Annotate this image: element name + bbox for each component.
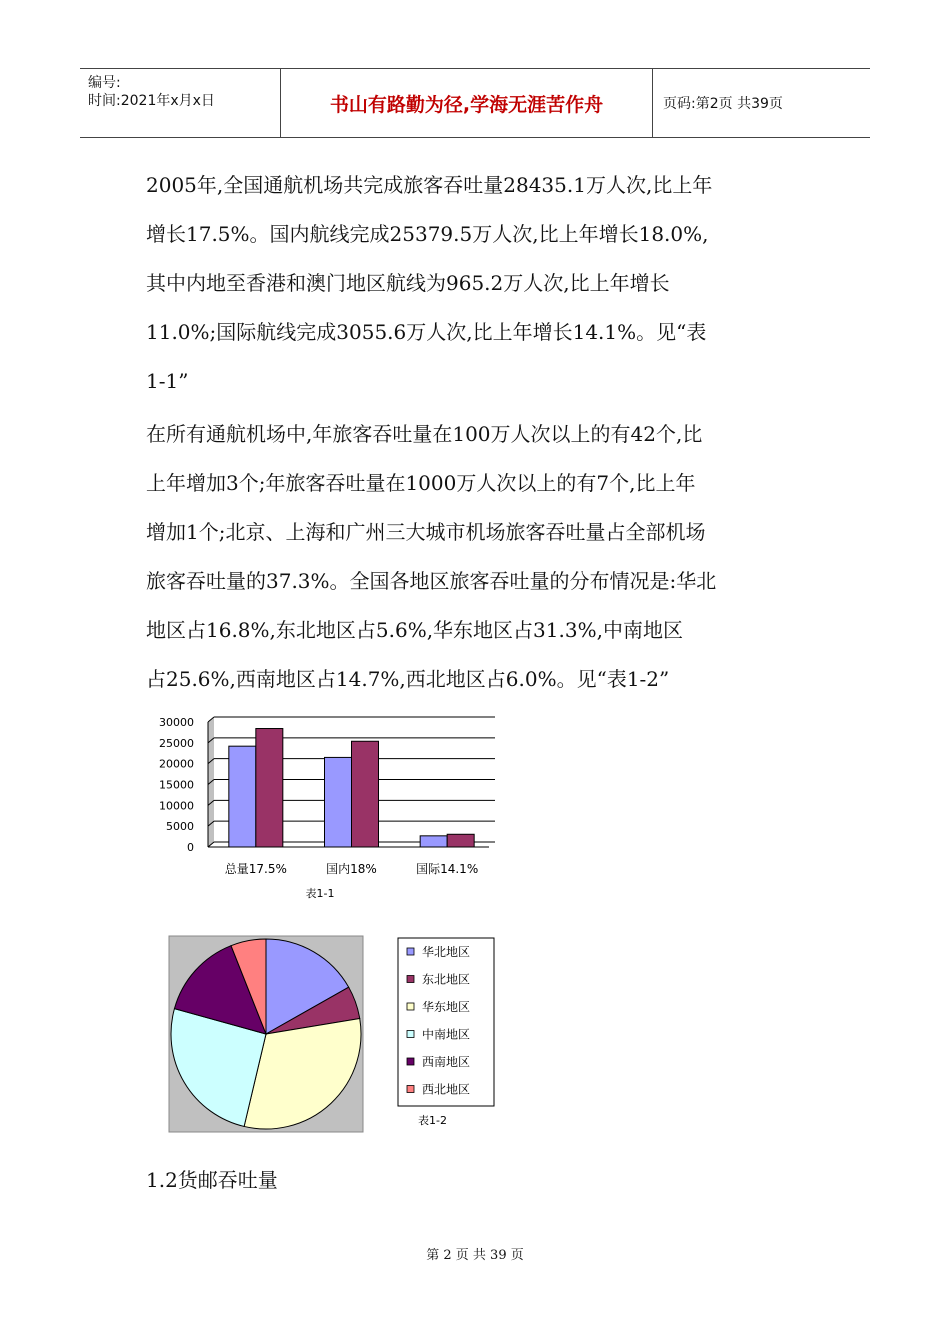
text-line: 1-1” [146, 369, 189, 393]
legend-swatch [407, 1058, 414, 1065]
y-tick-label: 20000 [159, 757, 194, 771]
legend-label: 东北地区 [422, 972, 471, 987]
pie-chart-table-1-2 [168, 932, 508, 1137]
legend-label: 西北地区 [422, 1082, 471, 1097]
y-tick-label: 10000 [159, 799, 194, 813]
legend-label: 中南地区 [422, 1027, 471, 1042]
bar-chart-table-1-1 [150, 712, 510, 902]
text-line: 在所有通航机场中,年旅客吞吐量在100万人次以上的有42个,比 [146, 422, 703, 446]
text-line: 增加1个;北京、上海和广州三大城市机场旅客吞吐量占全部机场 [146, 520, 706, 544]
y-tick-label: 0 [187, 841, 194, 854]
page-footer: 第 2 页 共 39 页 [426, 1248, 524, 1263]
legend-box [398, 938, 494, 1106]
text-line: 2005年,全国通航机场共完成旅客吞吐量28435.1万人次,比上年 [146, 173, 713, 197]
date-label: 时间:2021年x月x日 [88, 93, 215, 109]
x-tick-label: 国内18% [326, 862, 377, 876]
header-motto-cell [281, 69, 653, 137]
header-motto: 书山有路勤为径,学海无涯苦作舟 [329, 93, 604, 116]
page-header [80, 68, 870, 138]
y-tick-label: 5000 [166, 820, 194, 834]
text-line: 11.0%;国际航线完成3055.6万人次,比上年增长14.1%。见“表 [146, 320, 707, 344]
bar [229, 746, 256, 847]
text-line: 其中内地至香港和澳门地区航线为965.2万人次,比上年增长 [146, 271, 670, 295]
text-line: 旅客吞吐量的37.3%。全国各地区旅客吞吐量的分布情况是:华北 [146, 569, 717, 593]
legend-swatch [407, 1086, 414, 1093]
text-line: 地区占16.8%,东北地区占5.6%,华东地区占31.3%,中南地区 [146, 618, 683, 642]
text-line: 上年增加3个;年旅客吞吐量在1000万人次以上的有7个,比上年 [146, 471, 696, 495]
legend-label: 华北地区 [422, 945, 471, 959]
legend-swatch [407, 976, 414, 983]
y-tick-label: 15000 [159, 778, 194, 792]
x-tick-label: 国际14.1% [416, 862, 479, 876]
x-tick-label: 总量17.5% [224, 862, 287, 876]
legend-label: 西南地区 [422, 1055, 471, 1069]
paragraph-regional-distribution [146, 410, 806, 704]
header-page-label: 页码:第2页 共39页 [663, 96, 783, 112]
bar [447, 834, 474, 847]
legend-swatch [407, 1031, 414, 1038]
chart-caption: 表1-2 [418, 1114, 447, 1127]
paragraph-passenger-total [146, 161, 806, 406]
legend-swatch [407, 1003, 414, 1010]
bar [420, 836, 447, 847]
number-label: 编号: [88, 75, 121, 91]
legend-label: 华东地区 [422, 1000, 471, 1014]
header-page-cell [653, 69, 870, 137]
bar [256, 729, 283, 847]
bar [325, 757, 352, 847]
y-tick-label: 30000 [159, 716, 194, 729]
legend-swatch [407, 948, 414, 955]
text-line: 增长17.5%。国内航线完成25379.5万人次,比上年增长18.0%, [146, 222, 709, 246]
header-meta [80, 69, 281, 137]
section-heading: 1.2货邮吞吐量 [146, 1168, 278, 1192]
bar [352, 741, 379, 847]
chart-caption: 表1-1 [305, 887, 335, 900]
y-tick-label: 25000 [159, 736, 194, 750]
text-line: 占25.6%,西南地区占14.7%,西北地区占6.0%。见“表1-2” [146, 667, 670, 691]
